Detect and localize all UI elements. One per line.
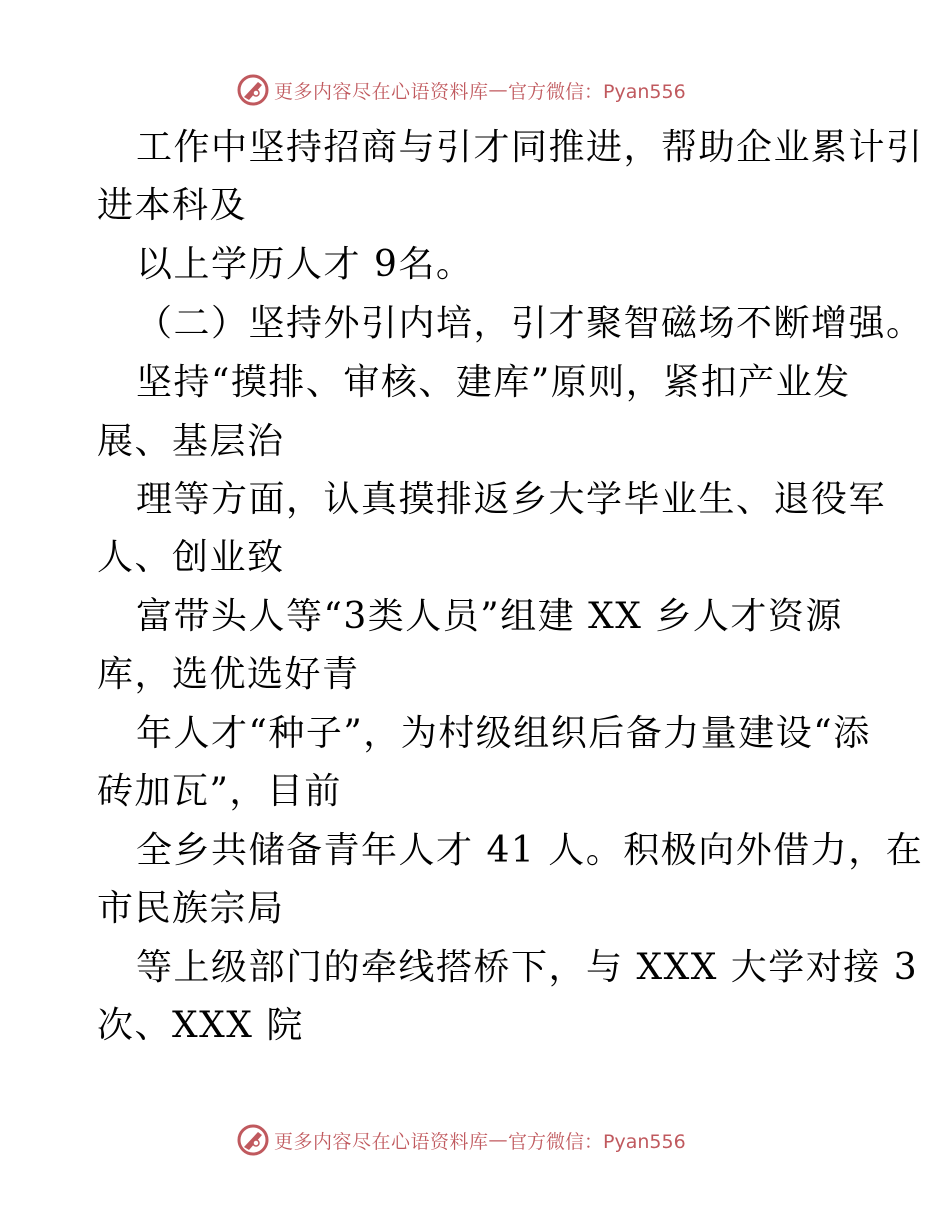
watermark-dash: — xyxy=(488,1129,509,1151)
body-line: 人、创业致 xyxy=(97,537,285,578)
body-line: 等上级部门的牵线搭桥下，与 XXX 大学对接 3 xyxy=(136,947,919,988)
body-line: 理等方面，认真摸排返乡大学毕业生、退役军 xyxy=(136,479,887,520)
pen-logo-icon xyxy=(236,73,270,107)
watermark-wechat: 官方微信：Pyan556 xyxy=(508,1130,686,1153)
body-line: 进本科及 xyxy=(97,185,248,226)
body-line: 富带头人等“3类人员”组建 XX 乡人才资源 xyxy=(136,596,843,637)
body-line: 以上学历人才 9名。 xyxy=(136,244,474,285)
header-watermark xyxy=(236,72,686,108)
body-line: 砖加瓦”，目前 xyxy=(97,771,342,812)
watermark-label: 更多内容尽在心语资料库 xyxy=(274,80,489,103)
watermark-dash: — xyxy=(488,79,509,101)
footer-watermark xyxy=(236,1122,686,1158)
watermark-wechat: 官方微信：Pyan556 xyxy=(508,80,686,103)
body-line: （二）坚持外引内培，引才聚智磁场不断增强。 xyxy=(136,303,924,344)
body-line: 年人才“种子”，为村级组织后备力量建设“添 xyxy=(136,713,871,754)
pen-logo-icon xyxy=(236,1123,270,1157)
body-line: 全乡共储备青年人才 41 人。积极向外借力，在 xyxy=(136,830,924,871)
watermark-label: 更多内容尽在心语资料库 xyxy=(274,1130,489,1153)
body-line: 次、XXX 院 xyxy=(97,1005,304,1046)
body-line: 坚持“摸排、审核、建库”原则，紧扣产业发 xyxy=(136,362,851,403)
body-line: 库，选优选好青 xyxy=(97,654,360,695)
body-line: 展、基层治 xyxy=(97,421,285,462)
body-line: 市民族宗局 xyxy=(97,888,285,929)
body-line: 工作中坚持招商与引才同推进，帮助企业累计引 xyxy=(136,127,924,168)
